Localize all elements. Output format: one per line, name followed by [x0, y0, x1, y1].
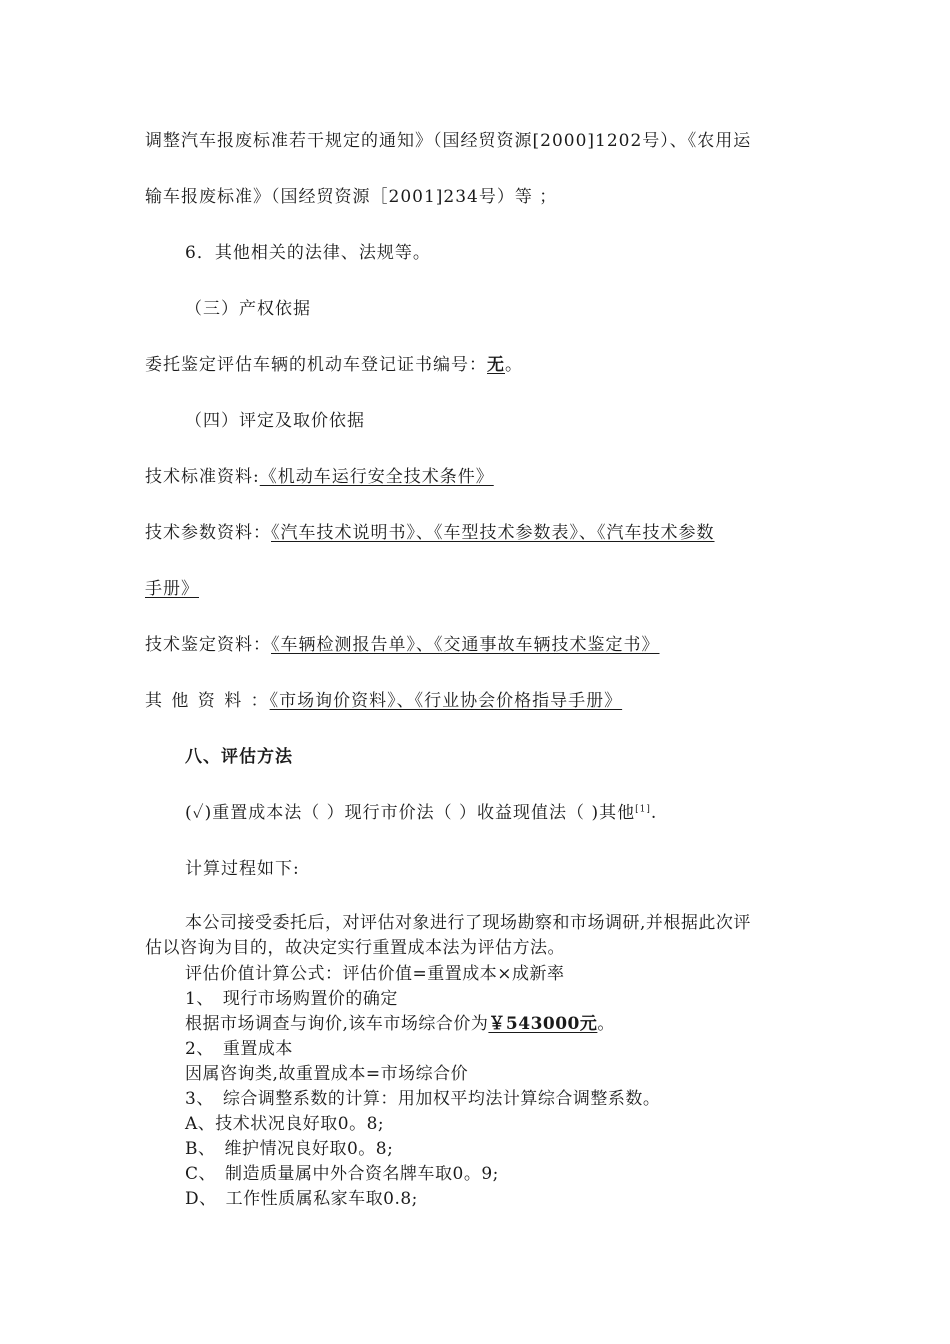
s1-end: 。 [597, 1014, 615, 1034]
cert-label: 委托鉴定评估车辆的机动车登记证书编号： [145, 355, 487, 375]
appraisal-label: 技术鉴定资料： [145, 635, 271, 655]
param-line-1 [145, 518, 715, 543]
cert-end: 。 [505, 355, 523, 375]
appraisal-value: 《车辆检测报告单》、《交通事故车辆技术鉴定书》 [271, 635, 660, 655]
other-label: 其 他 资 料 ： [145, 691, 270, 711]
std-label: 技术标准资料: [145, 467, 260, 487]
method-options [185, 798, 657, 823]
cert-value: 无 [487, 355, 505, 375]
calc-s3-title: 3、 综合调整系数的计算：用加权平均法计算综合调整系数。 [185, 1089, 661, 1109]
calc-item-d: D、 工作性质属私家车取0.8; [185, 1189, 418, 1209]
s1-text: 根据市场调查与询价,该车市场综合价为 [185, 1014, 489, 1034]
calc-p1-line-1: 本公司接受委托后，对评估对象进行了现场勘察和市场调研,并根据此次评 [185, 913, 751, 933]
param-line-2 [145, 574, 199, 599]
s1-amount: ￥543000元 [488, 1014, 598, 1034]
footnote-ref: [1] [635, 804, 651, 815]
calc-s2-text: 因属咨询类,故重置成本=市场综合价 [185, 1064, 469, 1084]
basis-line-1: 调整汽车报废标准若干规定的通知》（国经贸资源[2000]1202号）、《农用运 [145, 131, 752, 151]
property-heading: （三）产权依据 [185, 299, 311, 319]
basis-line-2: 输车报废标准》（国经贸资源［2001]234号）等 ； [145, 187, 558, 207]
std-value: 《机动车运行安全技术条件》 [259, 467, 494, 487]
calc-p1-line-2: 估以咨询为目的，故决定实行重置成本法为评估方法。 [145, 938, 565, 958]
calc-s1-text [185, 1009, 615, 1034]
calc-item-c: C、 制造质量属中外合资名牌车取0。9; [185, 1164, 499, 1184]
calc-s2-title: 2、 重置成本 [185, 1039, 293, 1059]
method-options-text: (✓)重置成本法（ ）现行市价法（ ）收益现值法（ )其他 [185, 803, 636, 823]
calc-item-a: A、技术状况良好取0。8; [185, 1114, 385, 1134]
appraisal-line [145, 630, 660, 655]
method-heading: 八、评估方法 [185, 747, 293, 767]
param-value-1: 《汽车技术说明书》、《车型技术参数表》、《汽车技术参数 [271, 523, 715, 543]
basis-item-6: 6．其他相关的法律、法规等。 [185, 243, 431, 263]
rating-heading: （四）评定及取价依据 [185, 411, 365, 431]
calc-intro: 计算过程如下: [185, 859, 300, 879]
method-options-end: . [650, 803, 658, 823]
calc-formula: 评估价值计算公式：评估价值=重置成本×成新率 [185, 964, 565, 984]
other-line [145, 686, 622, 711]
param-label: 技术参数资料： [145, 523, 271, 543]
other-value: 《市场询价资料》、《行业协会价格指导手册》 [269, 691, 623, 711]
param-value-2: 手册》 [145, 579, 199, 599]
calc-s1-title: 1、 现行市场购置价的确定 [185, 989, 398, 1009]
property-cert-line [145, 350, 523, 375]
std-line [145, 462, 494, 487]
calc-item-b: B、 维护情况良好取0。8; [185, 1139, 394, 1159]
